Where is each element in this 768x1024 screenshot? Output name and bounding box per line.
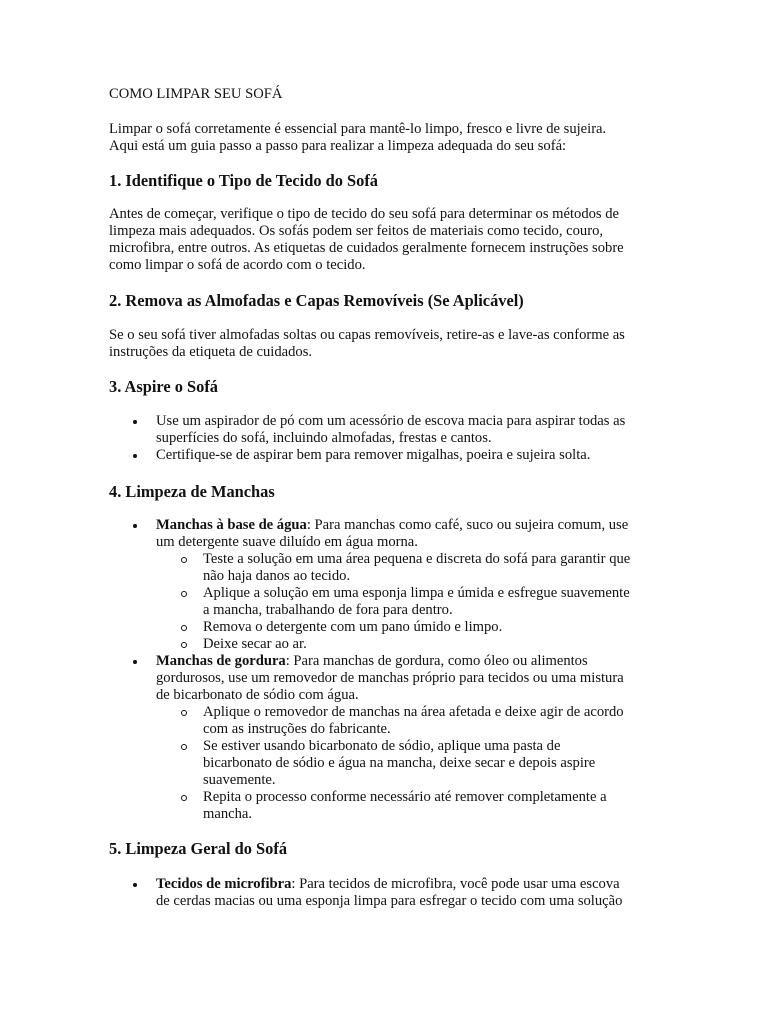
sub-list-item [156,738,669,789]
paragraph-line: como limpar o sofá de acordo com o tecido. [109,257,366,273]
section-3-heading: 3. Aspire o Sofá [109,377,218,396]
list-item [109,413,669,447]
item-line: Remova o detergente com um pano úmido e limpo. [203,619,503,635]
intro-line: Limpar o sofá corretamente é essencial para mantê-lo limpo, fresco e livre de sujeira. [109,121,607,137]
section-1-paragraph [109,206,669,274]
item-text: : Para manchas como café, suco ou sujeira comum, use [306,517,629,533]
sub-list-item [156,551,669,585]
item-line: a mancha, trabalhando de fora para dentro. [203,602,453,618]
paragraph-line: microfibra, entre outros. As etiquetas de cuidados geralmente fornecem instruções sobre [109,240,624,256]
item-text: : Para tecidos de microfibra, você pode usar uma escova [291,876,620,892]
item-line: Aplique a solução em uma esponja limpa e úmida e esfregue suavemente [203,585,630,601]
item-line: não haja danos ao tecido. [203,568,351,584]
item-line: mancha. [203,806,253,822]
item-text: de bicarbonato de sódio com água. [156,687,359,703]
item-line: Deixe secar ao ar. [203,636,307,652]
intro-line: Aqui está um guia passo a passo para realizar a limpeza adequada do seu sofá: [109,138,567,154]
item-line: com as instruções do fabricante. [203,721,391,737]
intro-paragraph [109,121,669,155]
item-text: gordurosos, use um removedor de manchas próprio para tecidos ou uma mistura [156,670,624,686]
section-1-heading: 1. Identifique o Tipo de Tecido do Sofá [109,171,379,190]
paragraph-line: limpeza mais adequados. Os sofás podem ser feitos de materiais como tecido, couro, [109,223,604,239]
list-item-water-stains [109,517,669,653]
item-line: Se estiver usando bicarbonato de sódio, aplique uma pasta de [203,738,561,754]
list-item [109,447,669,464]
sub-list [156,551,669,653]
paragraph-line: Se o seu sofá tiver almofadas soltas ou capas removíveis, retire-as e lave-as conforme as [109,327,625,343]
item-line: Aplique o removedor de manchas na área afetada e deixe agir de acordo [203,704,624,720]
item-line: bicarbonato de sódio e água na mancha, deixe secar e depois aspire [203,755,596,771]
item-line: suavemente. [203,772,276,788]
sub-list-item [156,636,669,653]
section-4-list [109,517,669,823]
item-bold-label: Tecidos de microfibra [156,876,292,892]
sub-list-item [156,704,669,738]
document-title: COMO LIMPAR SEU SOFÁ [109,86,283,102]
item-bold-label: Manchas de gordura [156,653,286,669]
sub-list-item [156,585,669,619]
item-line: Teste a solução em uma área pequena e discreta do sofá para garantir que [203,551,631,567]
section-5-heading: 5. Limpeza Geral do Sofá [109,839,288,858]
item-text: um detergente suave diluído em água morna. [156,534,418,550]
paragraph-line: Antes de começar, verifique o tipo de tecido do seu sofá para determinar os métodos de [109,206,620,222]
item-line: Certifique-se de aspirar bem para remover migalhas, poeira e sujeira solta. [156,447,591,463]
item-line: Use um aspirador de pó com um acessório de escova macia para aspirar todas as [156,413,626,429]
item-text: : Para manchas de gordura, como óleo ou alimentos [285,653,588,669]
item-text: de cerdas macias ou uma esponja limpa para esfregar o tecido com uma solução [156,893,623,909]
list-item-microfiber [109,876,669,910]
list-item-grease-stains [109,653,669,823]
sub-list-item [156,619,669,636]
section-5-list [109,876,669,910]
section-3-list [109,413,669,464]
item-line: Repita o processo conforme necessário até remover completamente a [203,789,607,805]
sub-list [156,704,669,823]
item-line: superfícies do sofá, incluindo almofadas, frestas e cantos. [156,430,492,446]
section-2-paragraph [109,327,669,361]
sub-list-item [156,789,669,823]
section-2-heading: 2. Remova as Almofadas e Capas Removíveis (Se Aplicável) [109,291,524,310]
item-bold-label: Manchas à base de água [156,517,307,533]
section-4-heading: 4. Limpeza de Manchas [109,482,275,501]
paragraph-line: instruções da etiqueta de cuidados. [109,344,313,360]
